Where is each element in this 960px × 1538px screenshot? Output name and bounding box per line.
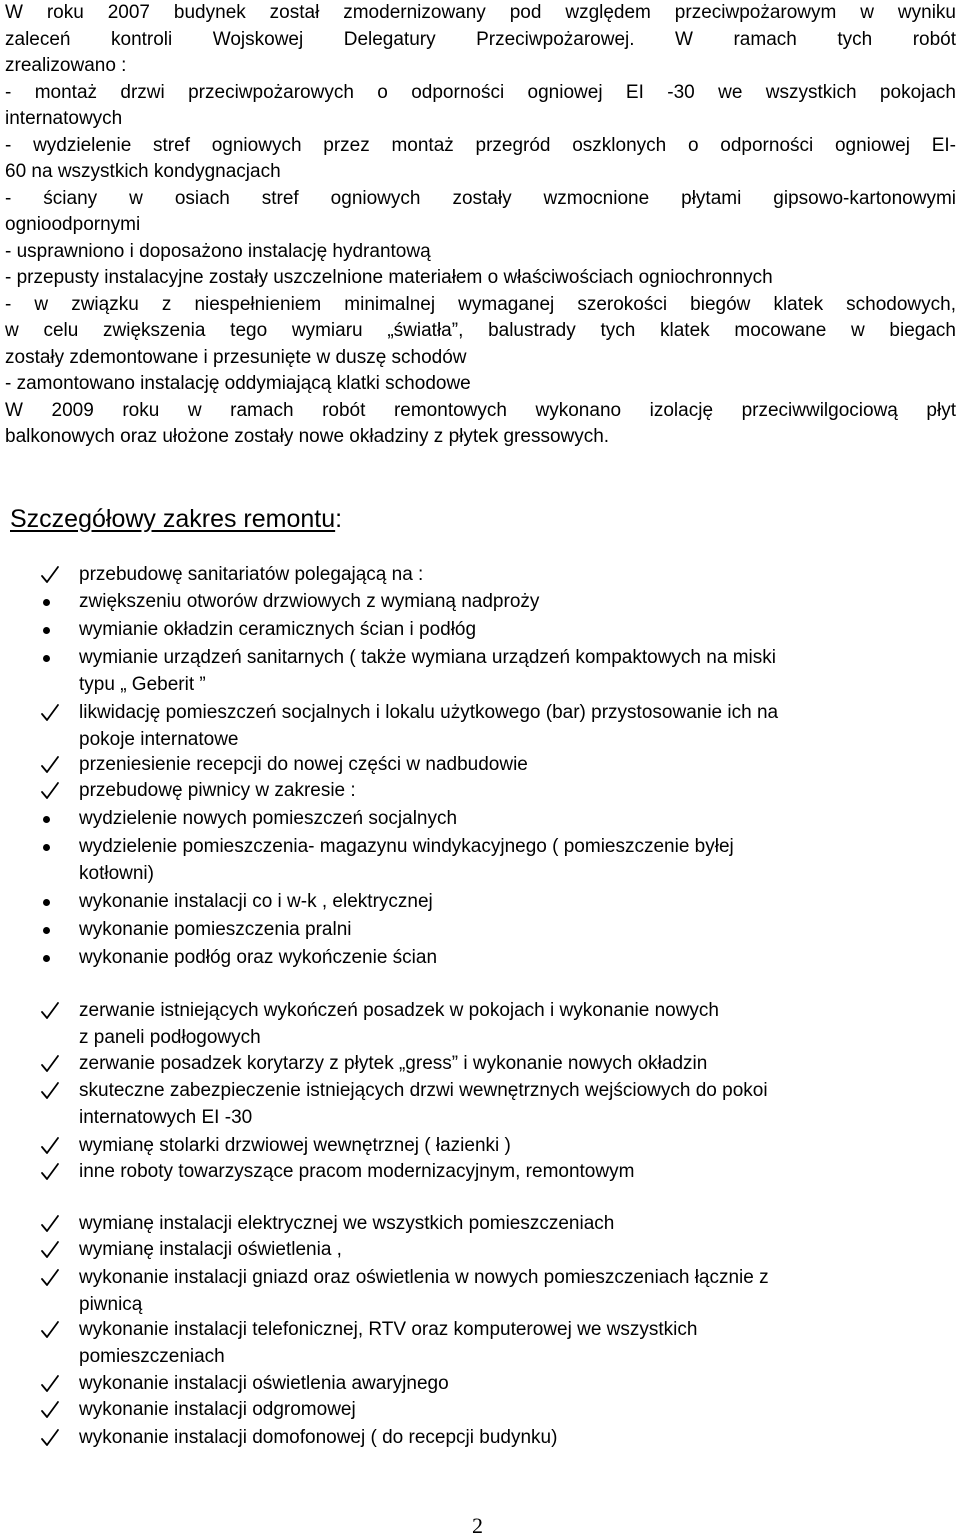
bullet-icon <box>40 806 79 833</box>
list-item-text: wykonanie instalacji oświetlenia awaryjnego <box>79 1373 449 1394</box>
list-item <box>40 778 940 805</box>
intro-line: internatowych <box>5 108 123 129</box>
checkmark-icon <box>40 998 79 1025</box>
checkmark-icon <box>40 1425 79 1452</box>
intro-section <box>5 0 956 451</box>
intro-line: W 2009 roku w ramach robót remontowych wykonano izolację przeciwwilgociową płyt <box>5 399 956 421</box>
list-item-text: wydzielenie nowych pomieszczeń socjalnych <box>79 808 458 829</box>
intro-line: zostały zdemontowane i przesunięte w duszę schodów <box>5 346 467 368</box>
list-item <box>40 1425 940 1452</box>
list-item-text: wykonanie instalacji co i w-k , elektrycznej <box>79 891 433 912</box>
list-item <box>40 562 940 589</box>
bullet-icon <box>40 645 79 672</box>
intro-line: w celu zwiększenia tego wymiaru „światła”, balustrady tych klatek mocowane w biegach <box>5 320 956 341</box>
intro-line: - zamontowano instalację oddymiającą klatki schodowe <box>5 373 471 394</box>
list-item <box>40 889 940 916</box>
list-item <box>40 1211 940 1238</box>
intro-line: - w związku z niespełnieniem minimalnej wymaganej szerokości biegów klatek schodowych, <box>5 293 956 315</box>
checkmark-icon <box>40 1159 79 1186</box>
intro-line: - wydzielenie stref ogniowych przez montaż przegród oszklonych o odporności ogniowej EI- <box>5 134 956 156</box>
list-item <box>40 700 940 753</box>
intro-line: zrealizowano : <box>5 55 127 76</box>
list-item <box>40 1133 940 1160</box>
list-item-text: wydzielenie pomieszczenia- magazynu windykacyjnego ( pomieszczenie byłej kotłowni) <box>79 836 734 884</box>
checkmark-icon <box>40 1265 79 1292</box>
list-item-text: przeniesienie recepcji do nowej części w nadbudowie <box>79 754 528 775</box>
list-item-text: wymianie okładzin ceramicznych ścian i podłóg <box>79 619 477 640</box>
checkmark-icon <box>40 1397 79 1424</box>
list-item <box>40 1051 940 1078</box>
checkmark-icon <box>40 1211 79 1238</box>
bullet-icon <box>40 889 79 916</box>
list-item-text: wykonanie instalacji telefonicznej, RTV oraz komputerowej we wszystkich pomieszczeniach <box>79 1319 698 1367</box>
intro-line: - montaż drzwi przeciwpożarowych o odporności ogniowej EI -30 we wszystkich pokojach <box>5 81 956 103</box>
list-item-text: wymianę instalacji elektrycznej we wszystkich pomieszczeniach <box>79 1213 615 1234</box>
checkmark-icon <box>40 1371 79 1398</box>
list-item <box>40 1371 940 1398</box>
intro-line: balkonowych oraz ułożone zostały nowe okładziny z płytek gressowych. <box>5 426 610 447</box>
list-item-text: wykonanie instalacji gniazd oraz oświetlenia w nowych pomieszczeniach łącznie z piwnicą <box>79 1267 769 1315</box>
checkmark-icon <box>40 1078 79 1105</box>
intro-line: ognioodpornymi <box>5 214 141 235</box>
intro-line: 60 na wszystkich kondygnacjach <box>5 161 281 182</box>
list-item-text: inne roboty towarzyszące pracom modernizacyjnym, remontowym <box>79 1161 635 1182</box>
intro-line: - przepusty instalacyjne zostały uszczelnione materiałem o właściwościach ogniochronnych <box>5 267 773 288</box>
list-item-text: wymianie urządzeń sanitarnych ( także wymiana urządzeń kompaktowych na miski typu „ Geberit ” <box>79 647 776 695</box>
list-item-text: przebudowę sanitariatów polegającą na : <box>79 564 424 585</box>
list-item-text: zwiększeniu otworów drzwiowych z wymianą nadproży <box>79 591 540 612</box>
list-item <box>40 917 940 944</box>
list-item <box>40 1078 940 1131</box>
list-item <box>40 617 940 644</box>
list-item-text: likwidację pomieszczeń socjalnych i lokalu użytkowego (bar) przystosowanie ich na pokoje internatowe <box>79 702 779 750</box>
section-heading-colon: : <box>335 505 343 533</box>
checkmark-icon <box>40 1317 79 1344</box>
list-item <box>40 945 940 972</box>
list-item <box>40 806 940 833</box>
bullet-icon <box>40 945 79 972</box>
list-item-text: wymianę stolarki drzwiowej wewnętrznej ( łazienki ) <box>79 1135 511 1156</box>
checkmark-icon <box>40 752 79 779</box>
section-heading <box>10 502 342 536</box>
list-item <box>40 1397 940 1424</box>
list-item <box>40 1317 940 1370</box>
bullet-icon <box>40 617 79 644</box>
bullet-icon <box>40 834 79 861</box>
checkmark-icon <box>40 1133 79 1160</box>
bullet-icon <box>40 917 79 944</box>
list-item <box>40 1265 940 1318</box>
list-item-text: zerwanie istniejących wykończeń posadzek w pokojach i wykonanie nowych z paneli podłogowych <box>79 1000 719 1048</box>
section-heading-title: Szczegółowy zakres remontu <box>10 505 336 533</box>
list-item <box>40 1159 940 1186</box>
list-item-text: skuteczne zabezpieczenie istniejących drzwi wewnętrznych wejściowych do pokoi internatowych EI -30 <box>79 1080 768 1128</box>
list-item-text: przebudowę piwnicy w zakresie : <box>79 780 356 801</box>
list-item <box>40 1237 940 1264</box>
list-item-text: wykonanie podłóg oraz wykończenie ścian <box>79 947 438 968</box>
bullet-icon <box>40 589 79 616</box>
list-item <box>40 589 940 616</box>
checkmark-icon <box>40 1051 79 1078</box>
list-item <box>40 998 940 1051</box>
list-item <box>40 645 940 698</box>
intro-line: - usprawniono i doposażono instalację hydrantową <box>5 240 431 262</box>
intro-line: W roku 2007 budynek został zmodernizowany pod względem przeciwpożarowym w wyniku <box>5 2 956 23</box>
list-item-text: wykonanie pomieszczenia pralni <box>79 919 352 940</box>
intro-line: zaleceń kontroli Wojskowej Delegatury Przeciwpożarowej. W ramach tych robót <box>5 28 956 50</box>
checkmark-icon <box>40 562 79 589</box>
list-item-text: zerwanie posadzek korytarzy z płytek „gress” i wykonanie nowych okładzin <box>79 1053 708 1074</box>
list-item-text: wymianę instalacji oświetlenia , <box>79 1239 342 1260</box>
checkmark-icon <box>40 1237 79 1264</box>
list-item-text: wykonanie instalacji domofonowej ( do recepcji budynku) <box>79 1427 558 1448</box>
list-item <box>40 752 940 779</box>
checkmark-icon <box>40 700 79 727</box>
checkmark-icon <box>40 778 79 805</box>
list-item <box>40 834 940 887</box>
page-number: 2 <box>472 1513 483 1538</box>
list-item-text: wykonanie instalacji odgromowej <box>79 1399 356 1420</box>
intro-line: - ściany w osiach stref ogniowych zostały wzmocnione płytami gipsowo-kartonowymi <box>5 187 956 209</box>
